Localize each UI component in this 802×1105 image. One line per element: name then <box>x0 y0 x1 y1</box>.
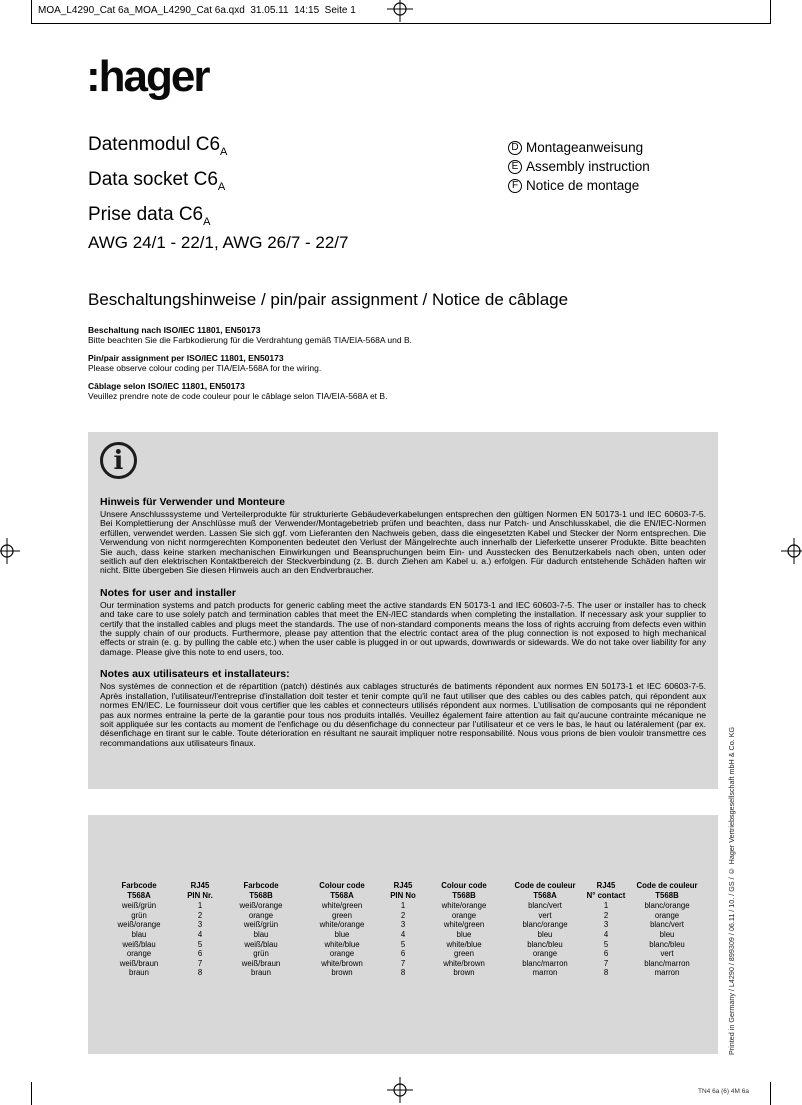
hager-logo: :hager <box>86 52 209 101</box>
circled-letter-d-icon: D <box>508 141 522 155</box>
table-cell: 8 <box>400 968 406 978</box>
table-cell: grün <box>253 949 269 959</box>
table-row <box>102 930 298 940</box>
table-cell: blanc/marron <box>644 958 690 968</box>
table-cell: orange <box>126 949 152 959</box>
awg-range-line: AWG 24/1 - 22/1, AWG 26/7 - 22/7 <box>88 233 349 252</box>
crop-rule-top <box>31 23 771 24</box>
table-cell: white/brown <box>443 958 485 968</box>
table-cell: 5 <box>400 939 406 949</box>
table-cell: 6 <box>400 949 406 959</box>
title-subscript: A <box>217 180 226 193</box>
table-cell: orange <box>654 910 680 920</box>
table-cell: white/brown <box>321 958 363 968</box>
table-header-cell: RJ45 PIN Nr. <box>187 881 213 900</box>
table-header-cell: Farbcode T568A <box>121 881 157 900</box>
table-cell: 6 <box>197 949 203 959</box>
table-header-cell: Code de couleur T568A <box>514 881 576 900</box>
note-body: Veuillez prendre note de code couleur pour le câblage selon TIA/EIA-568A et B. <box>88 391 388 401</box>
table-row <box>305 949 501 959</box>
table-row <box>102 968 298 978</box>
table-cell: vert <box>660 949 674 959</box>
wiring-notes <box>88 325 608 409</box>
table-cell: marron <box>654 968 680 978</box>
table-cell: marron <box>532 968 558 978</box>
table-cell: 8 <box>603 968 609 978</box>
table-cell: 2 <box>197 910 203 920</box>
section-heading: Beschaltungshinweise / pin/pair assignment / Notice de câblage <box>88 290 569 309</box>
table-row <box>305 930 501 940</box>
note-title: Beschaltung nach ISO/IEC 11801, EN50173 <box>88 325 261 335</box>
doc-type-item-en <box>508 157 650 176</box>
title-subscript: A <box>220 145 228 158</box>
info-heading-fr: Notes aux utilisateurs et installateurs: <box>100 668 290 681</box>
product-title-de: Datenmodul $C6_A$ <box>88 134 228 158</box>
registration-mark-right-icon <box>781 538 802 564</box>
table-row <box>305 959 501 969</box>
table-cell: 1 <box>197 901 203 911</box>
table-cell: 7 <box>197 958 203 968</box>
info-heading-en: Notes for user and installer <box>100 586 236 599</box>
table-row <box>508 930 704 940</box>
note-body: Please observe colour coding per TIA/EIA-568A for the wiring. <box>88 363 322 373</box>
table-cell: orange <box>532 949 558 959</box>
table-cell: blanc/bleu <box>527 939 563 949</box>
info-icon-glyph: i <box>113 445 124 476</box>
table-cell: bleu <box>537 929 553 939</box>
table-header-row <box>508 881 704 900</box>
table-cell: blanc/vert <box>528 901 562 911</box>
table-group <box>305 881 501 978</box>
crop-tick-bottom-left <box>31 1082 32 1105</box>
table-header-row <box>305 881 501 900</box>
wiring-note-fr <box>88 381 608 401</box>
circled-letter-e-icon: E <box>508 160 522 174</box>
table-cell: 1 <box>400 901 406 911</box>
registration-mark-bottom-icon <box>387 1077 413 1103</box>
table-header-cell: RJ45 PIN No <box>390 881 416 900</box>
table-cell: white/green <box>321 901 363 911</box>
crop-tick-top-left <box>31 0 32 23</box>
info-box <box>88 432 718 789</box>
print-footer-mark: TN4 6a (6) 4M 6a <box>698 1088 749 1095</box>
print-slug-line: MOA_L4290_Cat 6a_MOA_L4290_Cat 6a.qxd 31.05.11 14:15 Seite 1 <box>38 5 356 16</box>
table-cell: white/green <box>443 920 485 930</box>
table-row <box>102 920 298 930</box>
color-table-box <box>88 815 718 1054</box>
info-heading-de: Hinweis für Verwender und Monteure <box>100 496 285 508</box>
doc-type-label: Montageanweisung <box>526 140 644 155</box>
table-cell: 3 <box>400 920 406 930</box>
table-cell: vert <box>538 910 552 920</box>
table-cell: brown <box>453 968 475 978</box>
table-cell: orange <box>329 949 355 959</box>
table-cell: white/blue <box>324 939 360 949</box>
table-cell: 8 <box>197 968 203 978</box>
table-cell: white/blue <box>446 939 482 949</box>
info-content <box>100 496 706 759</box>
table-cell: 4 <box>603 929 609 939</box>
table-row <box>508 940 704 950</box>
table-row <box>102 901 298 911</box>
note-title: Pin/pair assignment per ISO/IEC 11801, EN50173 <box>88 353 284 363</box>
table-cell: white/orange <box>441 901 487 911</box>
table-cell: 5 <box>197 939 203 949</box>
info-icon <box>100 442 137 479</box>
note-body: Bitte beachten Sie die Farbkodierung für die Verdrahtung gemäß TIA/EIA-568A und B. <box>88 335 412 345</box>
product-titles <box>88 131 227 235</box>
table-cell: weiß/orange <box>239 901 283 911</box>
imprint-vertical-text: Printed in Germany / L4290 / 899309 / 06.11 / 10. / GS / © Hager Vertriebsgesellschaft mbH & Co. KG <box>727 726 736 1055</box>
table-cell: 4 <box>197 929 203 939</box>
table-cell: bleu <box>659 929 675 939</box>
table-cell: 1 <box>603 901 609 911</box>
table-cell: 5 <box>603 939 609 949</box>
wiring-note-de <box>88 325 608 345</box>
table-cell: 4 <box>400 929 406 939</box>
color-code-table <box>102 881 704 978</box>
table-cell: blau <box>131 929 147 939</box>
table-cell: weiß/braun <box>241 958 281 968</box>
table-row <box>508 959 704 969</box>
table-cell: blanc/vert <box>650 920 684 930</box>
table-row <box>508 901 704 911</box>
table-cell: green <box>332 910 352 920</box>
table-cell: 2 <box>400 910 406 920</box>
info-body-fr: Nos systèmes de connection et de répartition (patch) déstinés aux cablages structurés de batiments répondent aux normes EN 50173-1 et IEC 60603-7-5. Après installation, l'utilisateur/l'entreprise d'installation doit tester et tenir compte qu'il ne faut utiliser que des cables ou des cables patch, qui répondent aux normes EN/IEC. Le fournisseur doit vous certifier que les cables et connecteurs utilisés répondent aux normes. L'utilisation de composants qui ne répondent pas aux normes entraine la perte de la garantie pour tous nos produits intallés. Veuillez également faire attention au fait qu'aucune contrainte mécanique ne soit appliquée sur les contacts au moment de l'enfichage ou du désenfichage du connecteur par l'utilisateur et ce vers le bas, le haut ou latéralement (par ex. désenfichage en tirant sur le cable. Toute déterioration en résultant ne saurait impliquer notre responsabilité. Nous vous prions de bien vouloir transmettre ces recommandations aux utilisateurs finaux. <box>100 681 706 748</box>
table-cell: grün <box>131 910 147 920</box>
table-cell: blanc/marron <box>522 958 568 968</box>
table-cell: 3 <box>197 920 203 930</box>
table-row <box>508 968 704 978</box>
crop-tick-bottom-right <box>770 1082 771 1105</box>
table-cell: braun <box>129 968 149 978</box>
product-title-fr: Prise data $C6_A$ <box>88 203 211 228</box>
registration-mark-top-icon <box>387 0 413 22</box>
table-row <box>305 911 501 921</box>
table-cell: weiß/orange <box>117 920 161 930</box>
table-cell: 7 <box>400 958 406 968</box>
table-row <box>102 959 298 969</box>
registration-mark-left-icon <box>0 538 20 564</box>
table-cell: blau <box>253 929 269 939</box>
doc-type-item-de <box>508 138 650 157</box>
table-cell: braun <box>251 968 271 978</box>
table-row <box>102 911 298 921</box>
info-body-de: Unsere Anschlusssysteme und Verteilerprodukte für strukturierte Gebäudeverkabelungen entsprechen den gültigen Normen EN 50173-1 und IEC 60603-7-5. Bei Komplettierung der Anschlüsse muß der Verwender/Montagebetrieb prüfen und beachten, dass nur Patch- und Anschlusskabel, die die EN/IEC-Normen erfüllen, verwendet werden. Lassen Sie sich ggf. vom Lieferanten den Nachweis geben, dass die eingesetzten Kabel und Stecker der Norm entsprechen. Die Verwendung von nicht normgerechten Komponenten bedeutet den Verlust der Mängelrechte auch innerhalb der Lieferkette unserer Produkte. Bitte beachten Sie auch, dass keine starken mechanischen Einwirkungen und Beanspruchungen beim Ein- und Ausstecken des Benutzerkabels nach oben, unten oder seitlich auf den elektrischen Kontaktbereich der Steckverbindung (z. B. durch Ziehen am Kabel u. a.) erfolgen. Für dadurch entstehende Schäden haften wir nicht. Bitte übergeben Sie diesen Hinweis auch an den Endverbraucher. <box>100 509 706 576</box>
table-cell: white/orange <box>319 920 365 930</box>
table-cell: weiß/grün <box>121 901 157 911</box>
table-header-cell: RJ45 N° contact <box>586 881 626 900</box>
table-cell: orange <box>451 910 477 920</box>
doc-type-list <box>508 138 650 195</box>
table-header-row <box>102 881 298 900</box>
table-row <box>305 940 501 950</box>
title-subscript: A <box>203 215 211 228</box>
table-row <box>305 920 501 930</box>
table-cell: weiß/grün <box>243 920 279 930</box>
table-header-cell: Farbcode T568B <box>243 881 279 900</box>
table-cell: brown <box>331 968 353 978</box>
table-cell: blue <box>456 929 472 939</box>
doc-type-label: Assembly instruction <box>526 159 650 174</box>
wiring-note-en <box>88 353 608 373</box>
table-cell: weiß/blau <box>244 939 278 949</box>
table-cell: blanc/bleu <box>649 939 685 949</box>
table-cell: 7 <box>603 958 609 968</box>
table-row <box>508 949 704 959</box>
table-header-cell: Colour code T568B <box>441 881 487 900</box>
table-cell: weiß/braun <box>119 958 159 968</box>
note-title: Câblage selon ISO/IEC 11801, EN50173 <box>88 381 245 391</box>
table-cell: 6 <box>603 949 609 959</box>
table-cell: green <box>454 949 474 959</box>
table-row <box>102 949 298 959</box>
table-cell: 2 <box>603 910 609 920</box>
table-header-cell: Colour code T568A <box>319 881 365 900</box>
crop-tick-top-right <box>770 0 771 23</box>
table-row <box>508 911 704 921</box>
table-cell: blue <box>334 929 350 939</box>
table-cell: blanc/orange <box>522 920 568 930</box>
table-group <box>102 881 298 978</box>
table-row <box>508 920 704 930</box>
table-row <box>305 968 501 978</box>
table-cell: 3 <box>603 920 609 930</box>
table-row <box>305 901 501 911</box>
doc-type-item-fr <box>508 176 650 195</box>
table-cell: weiß/blau <box>122 939 156 949</box>
circled-letter-f-icon: F <box>508 179 522 193</box>
doc-type-label: Notice de montage <box>526 178 640 193</box>
table-cell: blanc/orange <box>644 901 690 911</box>
table-row <box>102 940 298 950</box>
table-group <box>508 881 704 978</box>
product-title-en: Data socket $C6_A$ <box>88 168 226 193</box>
table-cell: orange <box>248 910 274 920</box>
table-header-cell: Code de couleur T568B <box>636 881 698 900</box>
info-body-en: Our termination systems and patch products for generic cabling meet the active standards EN 50173-1 and IEC 60603-7-5. The user or installer has to check and take care to use solely patch and termination cables that meet the EN-/IEC standards when completing the installation. If necessary ask your supplier to certify that the installed cables and plugs meet the standards. The use of non-standard components means the loss of rights accruing from defects even within the supply chain of our products. Furthermore, please pay attention that the electric contact area of the plug connection is not exposed to high mechanical effects or strain (e. g. by pulling the cable etc.) when the user cable is plugged in or out upwards, downwards or sidewards. We do not take over liability for any damage. Please give this note to end users, too. <box>100 599 706 657</box>
